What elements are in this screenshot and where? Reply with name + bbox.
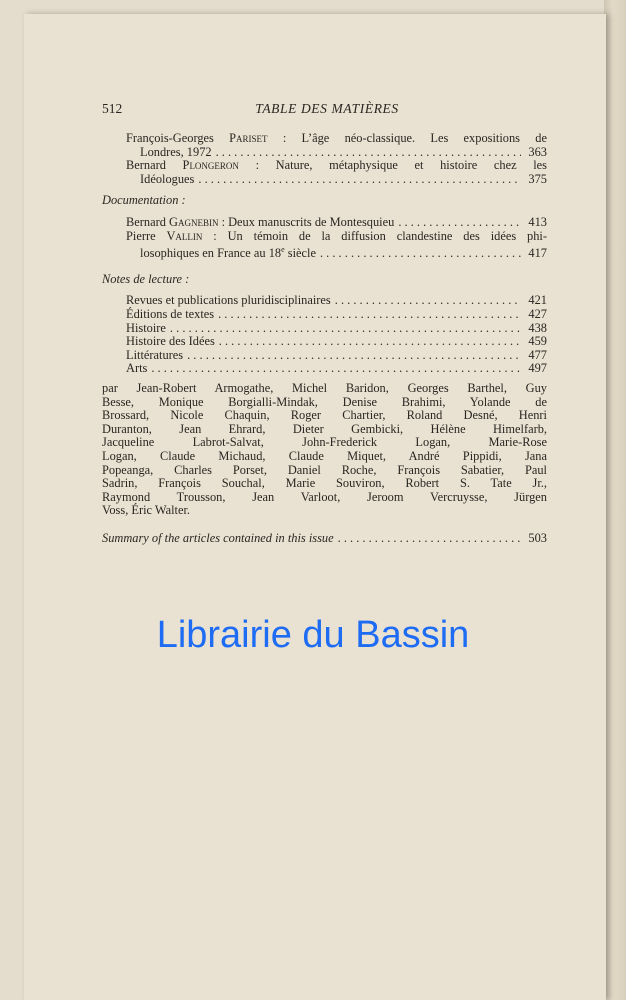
page-ref: 417 (528, 246, 547, 261)
page-ref: 459 (528, 334, 547, 349)
leader-dots (219, 335, 521, 349)
toc-entry-note: Arts . . . 497 (126, 362, 547, 376)
toc-entry-note: Revues et publications pluridisciplinaires . . . 421 (126, 294, 547, 308)
contributors-line: Besse, Monique Borgialli-Mindak, Denise Brahimi, Yolande de (102, 394, 547, 409)
watermark-text: Librairie du Bassin (156, 614, 470, 656)
contributors-line: Brossard, Nicole Chaquin, Roger Chartier, Roland Desné, Henri (102, 408, 547, 423)
leader-dots (320, 247, 521, 261)
toc-entry-gagnebin: Bernard Gagnebin : Deux manuscrits de Montesquieu . . . 413 (126, 216, 547, 230)
leader-dots (335, 294, 521, 308)
page-ref: 477 (528, 347, 547, 362)
contributors-line: Voss, Éric Walter. (102, 503, 191, 518)
leader-dots (216, 146, 521, 160)
running-title: TABLE DES MATIÈRES (255, 101, 399, 116)
contributors-line: par Jean-Robert Armogathe, Michel Baridon, Georges Barthel, Guy (102, 381, 547, 396)
contributors-line: Jacqueline Labrot-Salvat, John-Frederick Logan, Marie-Rose (102, 435, 547, 450)
page-number: 512 (102, 101, 123, 116)
author-name: Vallin (166, 228, 203, 243)
section-heading-notes: Notes de lecture : (102, 271, 190, 286)
page-header (102, 101, 552, 119)
leader-dots (170, 322, 521, 336)
page-ref: 497 (528, 361, 547, 376)
page-ref: 503 (528, 530, 547, 545)
contributors-line: Sadrin, François Souchal, Marie Souviron, Robert S. Tate Jr., (102, 476, 547, 491)
toc-entry-pariset: François-Georges Pariset : L’âge néo-classique. Les expositions de Londres, 1972 . . . 363 (102, 132, 547, 159)
leader-dots (198, 173, 521, 187)
author-name: Plongeron (182, 158, 239, 173)
page-ref: 413 (528, 214, 547, 229)
page-ref: 363 (528, 144, 547, 159)
leader-dots (218, 308, 521, 322)
toc-entry-note: Histoire . . . 438 (126, 322, 547, 336)
leader-dots (398, 216, 521, 230)
page-ref: 375 (528, 171, 547, 186)
author-name: Pariset (229, 131, 268, 145)
page-ref: 421 (528, 293, 547, 308)
toc-entry-summary: Summary of the articles contained in this issue . . . 503 (102, 532, 547, 546)
toc-entry-note: Littératures . . . 477 (126, 349, 547, 363)
contributors-line: Raymond Trousson, Jean Varloot, Jeroom Vercruysse, Jürgen (102, 489, 547, 504)
leader-dots (338, 532, 525, 546)
author-name: Gagnebin (169, 214, 219, 229)
page-ref: 427 (528, 307, 547, 322)
section-heading-documentation: Documentation : (102, 193, 186, 208)
toc-entry-plongeron: Bernard Plongeron : Nature, métaphysique et histoire chez les Idéologues . . . 375 (102, 159, 547, 186)
contributors-line: Popeanga, Charles Porset, Daniel Roche, François Sabatier, Paul (102, 462, 547, 477)
toc-entry-note: Histoire des Idées . . . 459 (126, 335, 547, 349)
contributors-list (102, 382, 547, 518)
page-edge (604, 0, 626, 1000)
table-of-contents (102, 132, 547, 546)
leader-dots (151, 362, 521, 376)
contributors-line: Duranton, Jean Ehrard, Dieter Gembicki, Hélène Himelfarb, (102, 421, 547, 436)
page-ref: 438 (528, 320, 547, 335)
leader-dots (187, 349, 521, 363)
toc-entry-note: Éditions de textes . . . 427 (126, 308, 547, 322)
contributors-line: Logan, Claude Michaud, Claude Miquet, André Pippidi, Jana (102, 449, 547, 463)
toc-entry-vallin: Pierre Vallin : Un témoin de la diffusion clandestine des idées phi- losophiques en France au 18e siècle . . . 417 (102, 230, 547, 261)
